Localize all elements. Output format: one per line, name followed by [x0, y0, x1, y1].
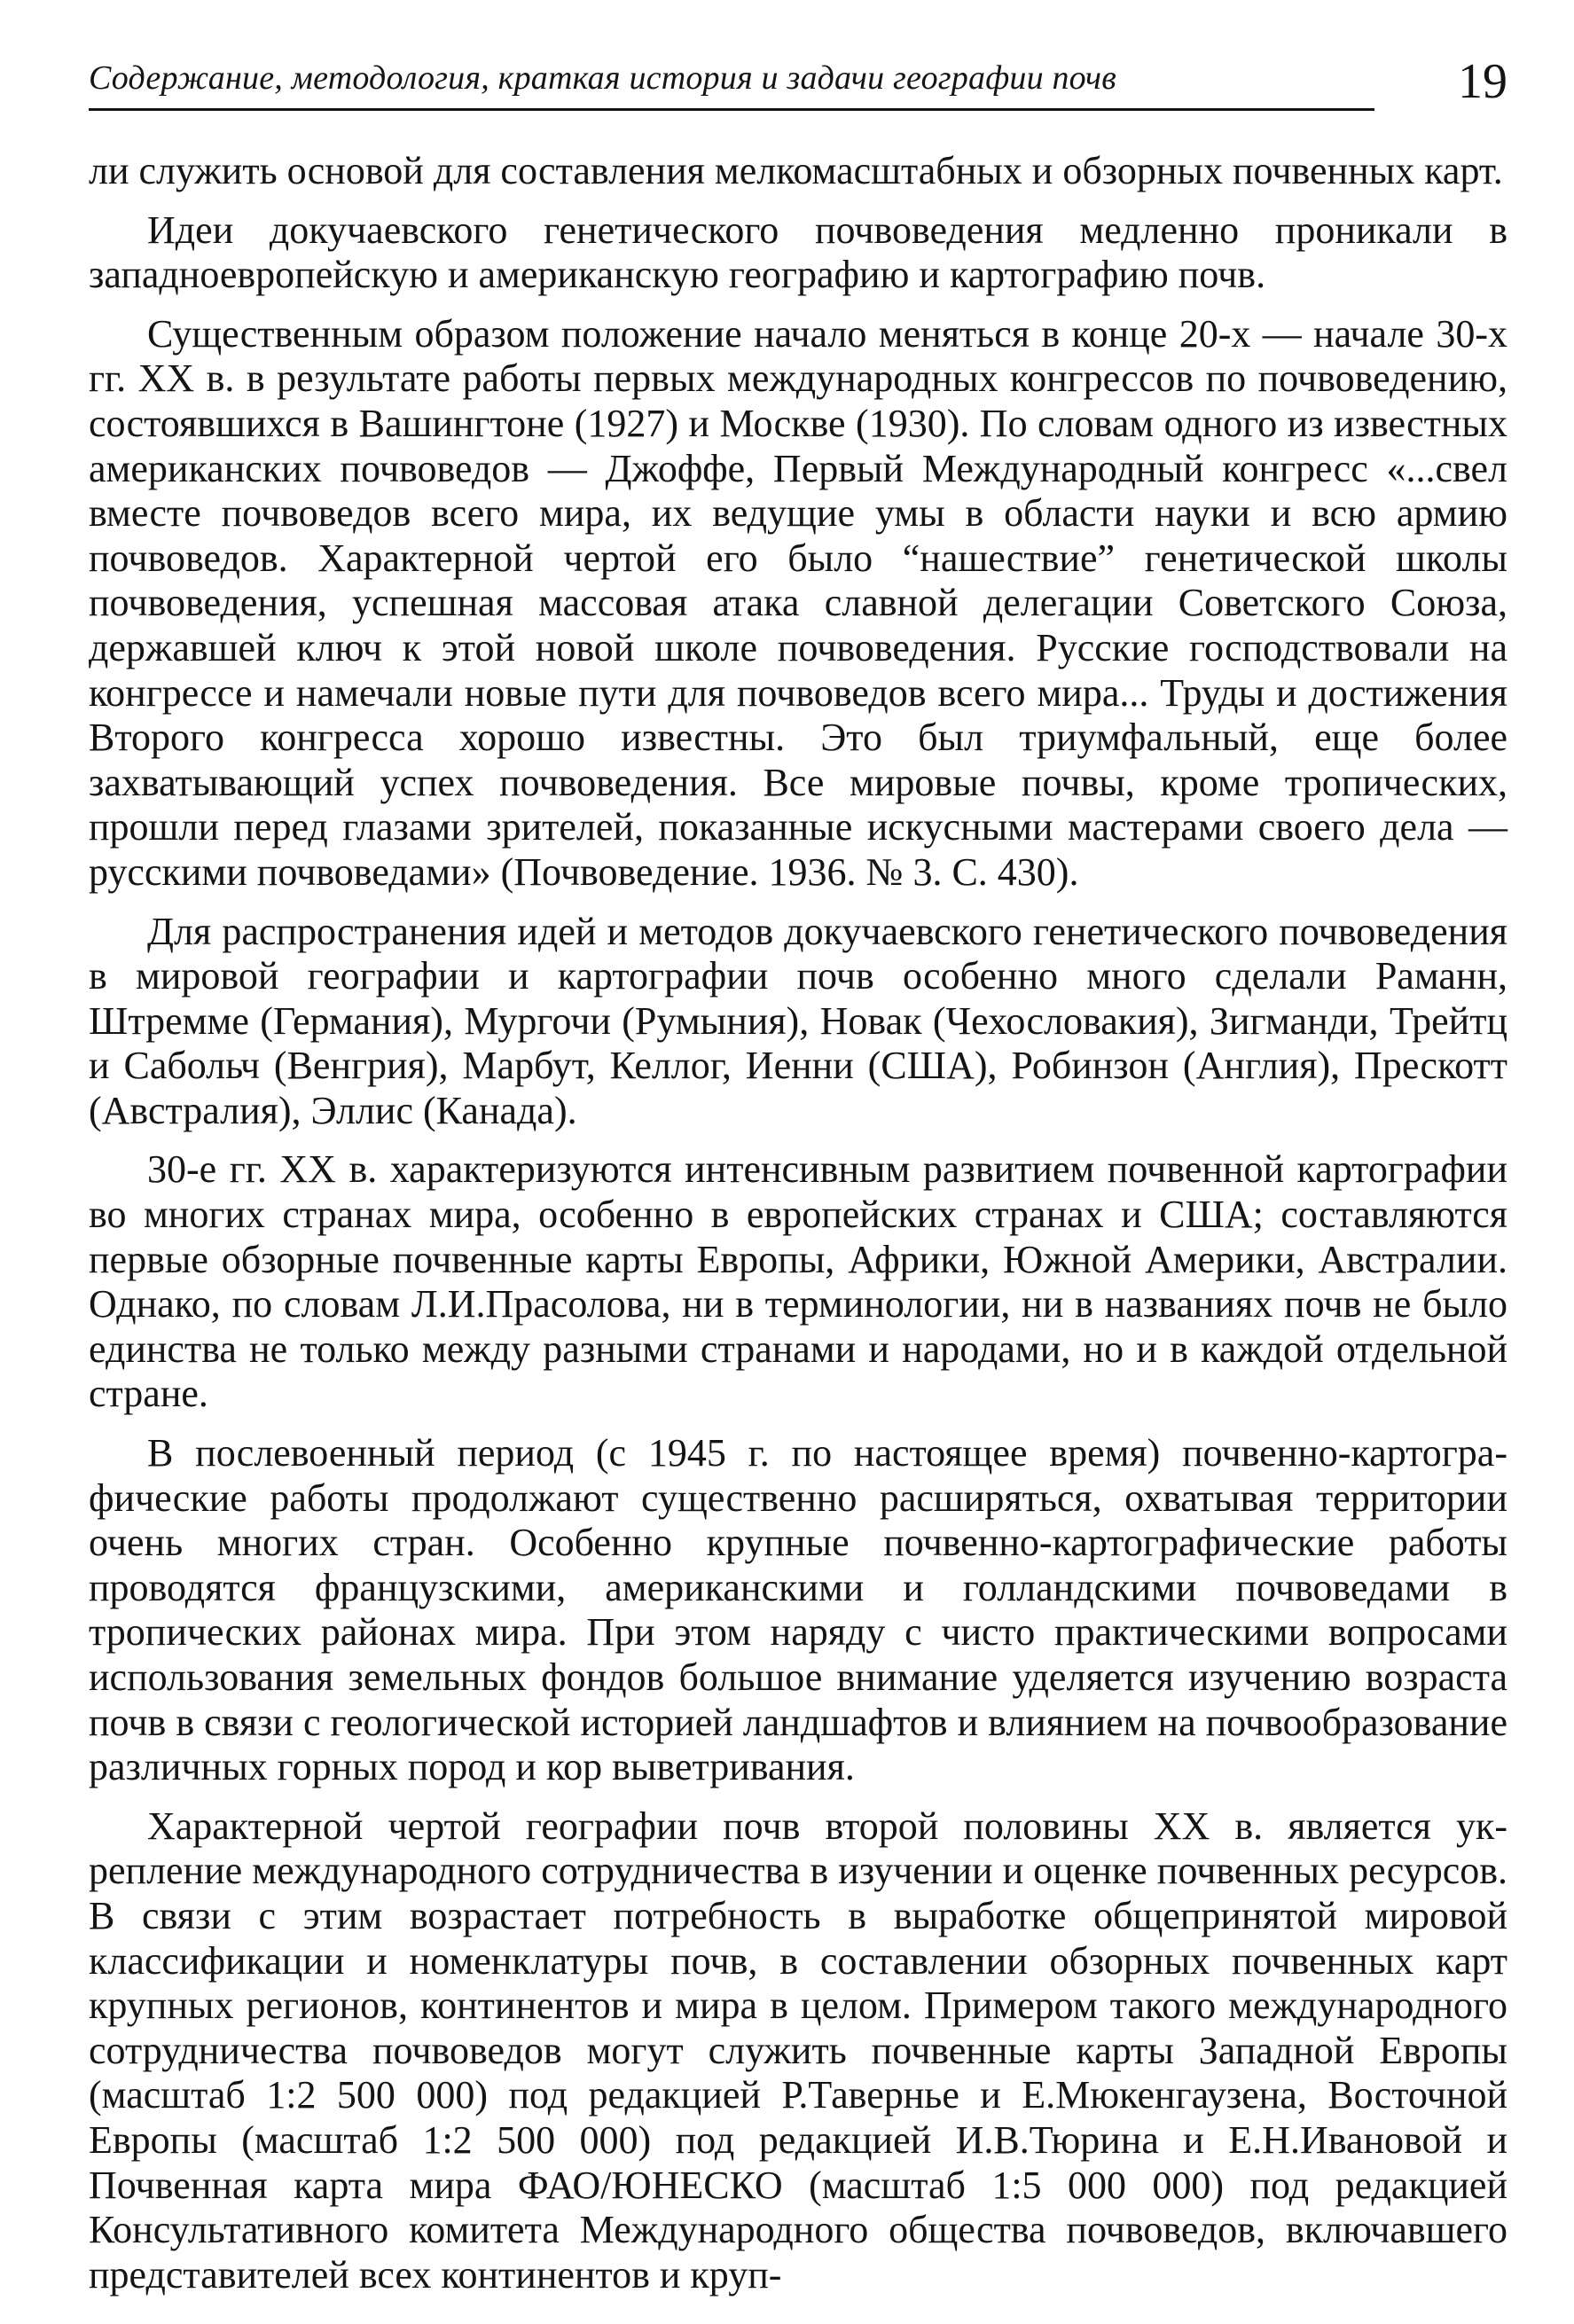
paragraph: Для распространения идей и методов докучаевского генетического почвоведения в мировой географии и картографии почв особенно много сделали Раманн, Штремме (Германия), Мургочи (Румыния), Новак (Чехословакия), Зигманди, Трейтц и Сабольч (Венгрия), Марбут, Келлог, Иенни (США), Робинзон (Англия), Прескотт (Австралия), Эллис (Канада).: [89, 909, 1507, 1132]
header-divider: [89, 108, 1374, 111]
body-text: [89, 149, 1507, 2297]
paragraph: Идеи докучаевского генетического почвоведения медленно проникали в западноевропейскую и американскую географию и картографию почв.: [89, 207, 1507, 297]
page-header: [89, 53, 1507, 131]
paragraph: Характерной чертой географии почв второй половины XX в. является укрепление международного сотрудничества в изучении и оценке почвенных ресурсов. В связи с этим возрастает потребность в выработке общепринятой мировой классификации и номенклатуры почв, в составлении обзорных почвенных карт крупных регионов, континентов и мира в целом. Примером такого международного сотрудничества почвоведов могут служить почвенные карты Западной Европы (масштаб 1:2 500 000) под редакцией Р.Тавернье и Е.Мюкенгаузена, Восточной Европы (масштаб 1:2 500 000) под редакцией И.В.Тюрина и Е.Н.Ивановой и Почвенная карта мира ФАО/ЮНЕСКО (масштаб 1:5 000 000) под редакцией Консультативного комитета Международного общества почвоведов, включавшего представителей всех континентов и круп-: [89, 1804, 1507, 2297]
paragraph: 30-е гг. XX в. характеризуются интенсивным развитием почвенной картографии во многих странах мира, особенно в европейских странах и США; составляются первые обзорные почвенные карты Европы, Африки, Южной Америки, Австралии. Однако, по словам Л.И.Прасолова, ни в терминологии, ни в названиях почв не было единства не только между разными странами и народами, но и в каждой отдельной стране.: [89, 1147, 1507, 1416]
running-title: Содержание, методология, краткая история и задачи географии почв: [89, 59, 1116, 97]
paragraph: В послевоенный период (с 1945 г. по настоящее время) почвенно-картографические работы продолжают существенно расширяться, охватывая территории очень многих стран. Особенно крупные почвенно-картографические работы проводятся французскими, американскими и голландскими почвоведами в тропических районах мира. При этом наряду с чисто практическими вопросами использования земельных фондов большое внимание уделяется изучению возраста почв в связи с геологической историей ландшафтов и влиянием на почвообразование различных горных пород и кор выветривания.: [89, 1431, 1507, 1789]
book-page: [89, 53, 1507, 2312]
paragraph: Существенным образом положение начало меняться в конце 20-х — начале 30-х гг. XX в. в результате работы первых международных конгрессов по почвоведению, состоявшихся в Вашингтоне (1927) и Москве (1930). По словам одного из известных американских почвоведов — Джоффе, Первый Международный конгресс «...свел вместе почвоведов всего мира, их ведущие умы в области науки и всю армию почвоведов. Характерной чертой его было “нашествие” генетической школы почвоведения, успешная массовая атака славной делегации Советского Союза, державшей ключ к этой новой школе почвоведения. Русские господствовали на конгрессе и намечали новые пути для почвоведов всего мира... Труды и достижения Второго конгресса хорошо известны. Это был триумфальный, еще более захватывающий успех почвоведения. Все мировые почвы, кроме тропических, прошли перед глазами зрителей, показанные искусными мастерами своего дела — русскими почвоведами» (Почвоведение. 1936. № 3. С. 430).: [89, 311, 1507, 894]
paragraph-continuation: ли служить основой для составления мелкомасштабных и обзорных почвенных карт.: [89, 149, 1503, 192]
page-number: 19: [1458, 54, 1507, 109]
